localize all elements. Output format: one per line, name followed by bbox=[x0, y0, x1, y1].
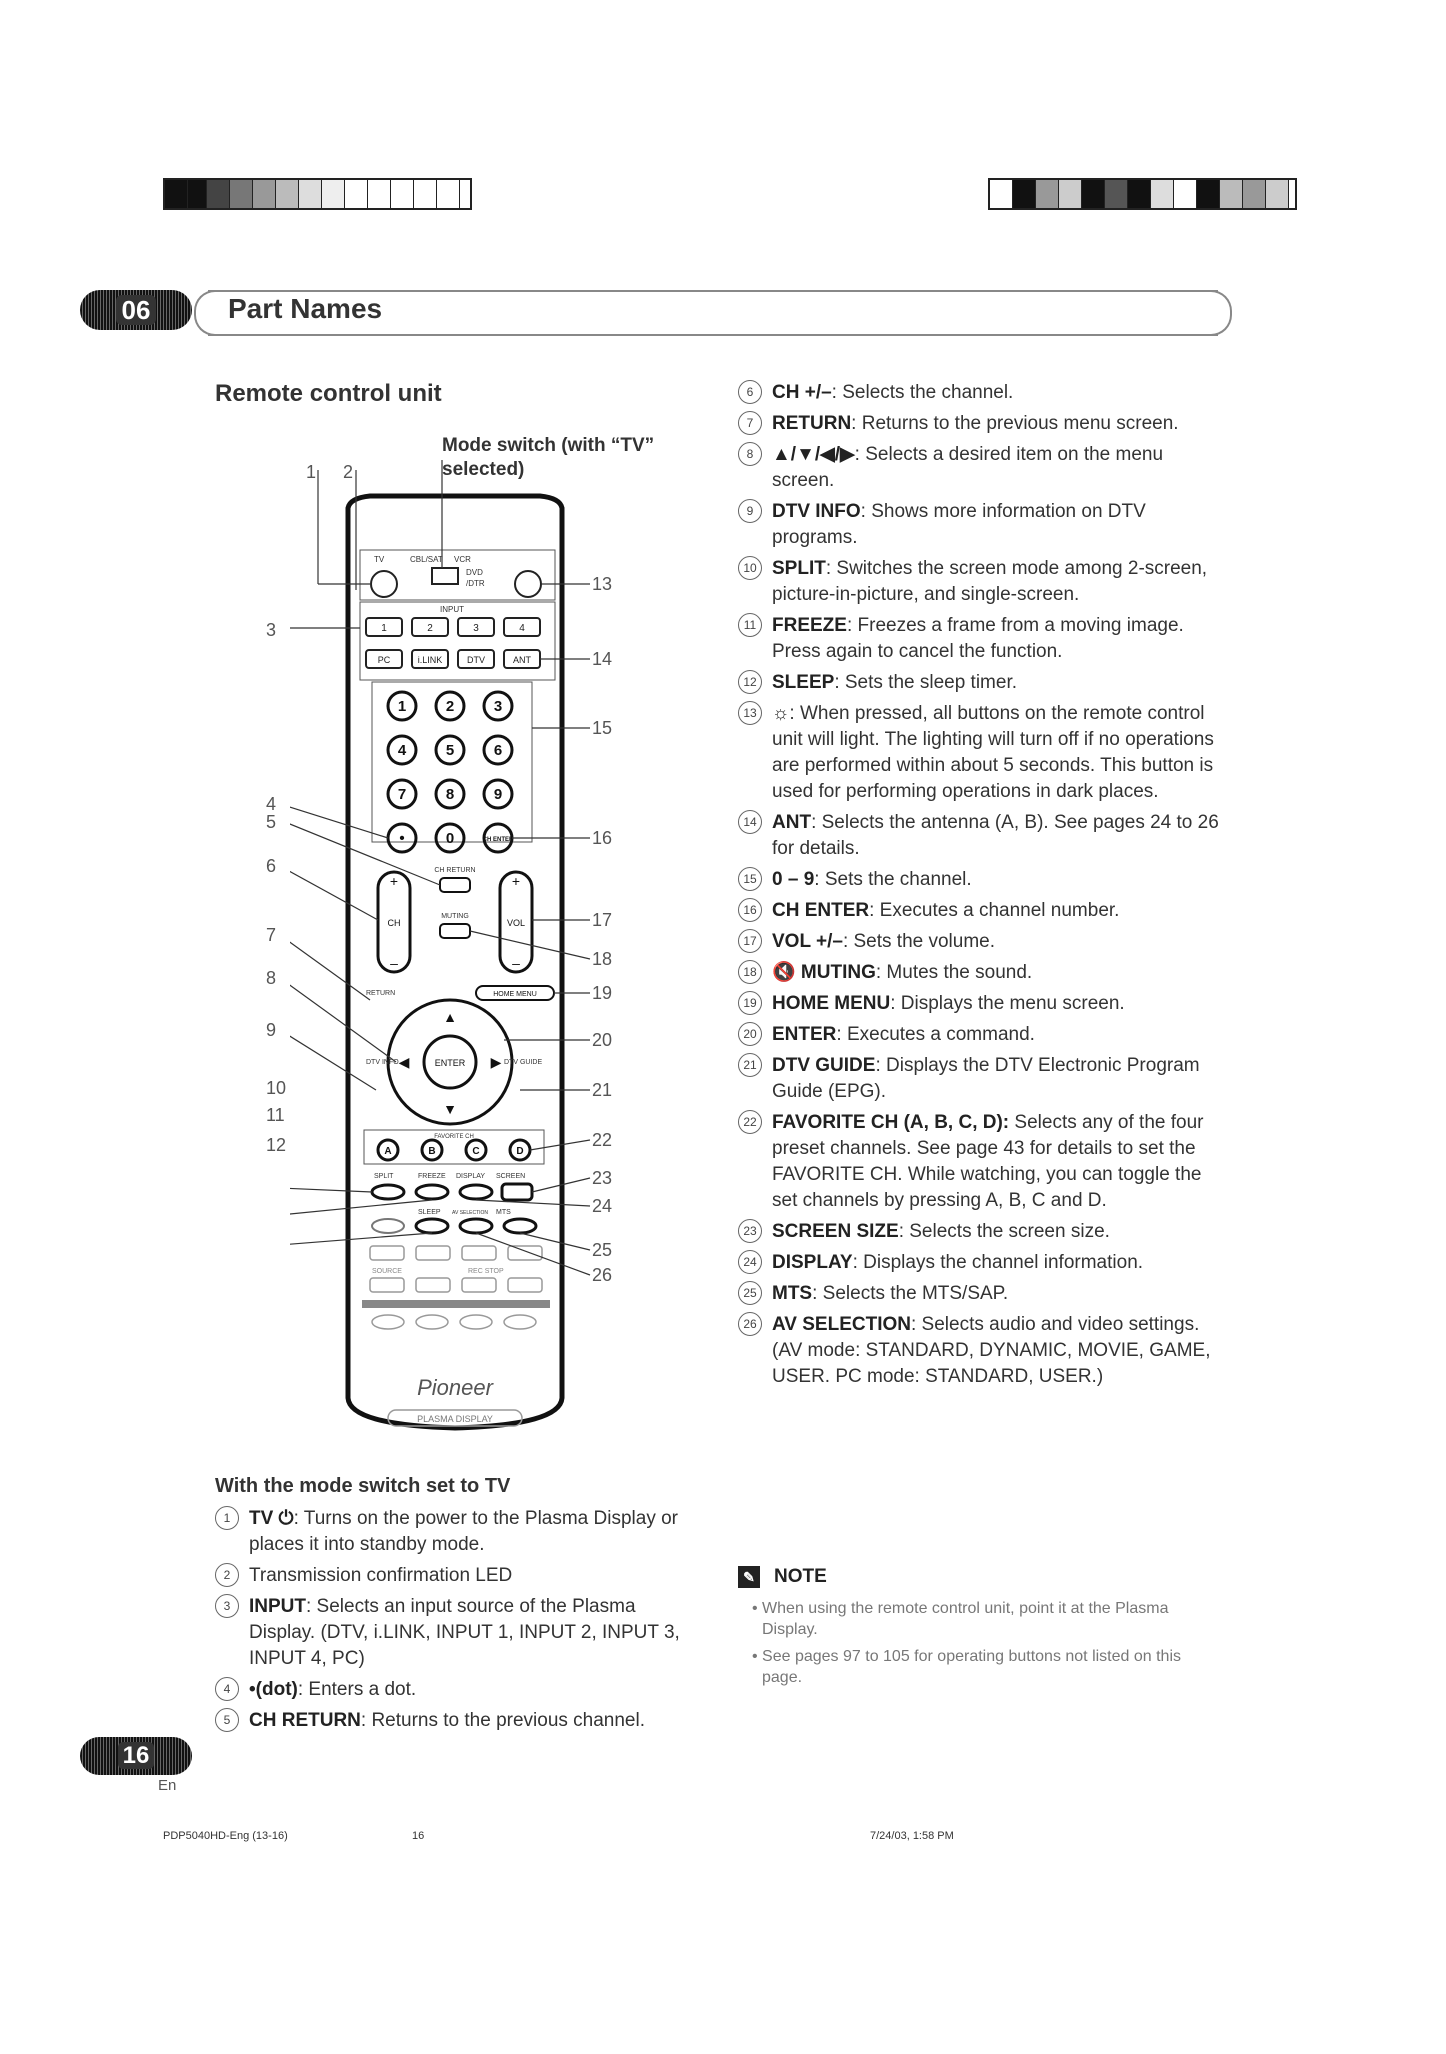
mode-label-dvd: DVD bbox=[466, 568, 483, 577]
page-title: Part Names bbox=[228, 293, 383, 324]
callout-20: 20 bbox=[592, 1030, 613, 1050]
page-number-badge bbox=[80, 1737, 192, 1775]
right-item: 18 🔇 MUTING: Mutes the sound. bbox=[738, 960, 1228, 986]
key-2-label: 2 bbox=[445, 698, 455, 715]
callout-26: 26 bbox=[592, 1265, 613, 1285]
ant-label: ANT bbox=[513, 655, 531, 665]
key-7-label: 7 bbox=[397, 786, 407, 803]
ilink-label: i.LINK bbox=[417, 655, 443, 665]
footer-file: PDP5040HD-Eng (13-16) bbox=[163, 1830, 288, 1842]
key-4-label: 4 bbox=[397, 742, 407, 759]
callout-9: 9 bbox=[266, 1020, 277, 1040]
screen-label: SCREEN bbox=[496, 1173, 526, 1180]
right-item: 14 ANT: Selects the antenna (A, B). See pages 24 to 26 for details. bbox=[738, 810, 1228, 862]
mode-label-cbl: CBL/SAT bbox=[410, 555, 443, 564]
right-item: 13 ☼: When pressed, all buttons on the remote control unit will light. The lighting will turn off if no operations are performed within about 5 seconds. This button is used for performing operations in dark places. bbox=[738, 701, 1228, 805]
ch-return-label: CH RETURN bbox=[434, 867, 476, 874]
svg-text:▶: ▶ bbox=[490, 1054, 502, 1070]
favorite-label: FAVORITE CH bbox=[434, 1134, 474, 1140]
callout-2: 2 bbox=[343, 462, 354, 482]
input-1-label: 1 bbox=[381, 623, 387, 634]
callout-4: 4 bbox=[266, 794, 277, 814]
callout-25: 25 bbox=[592, 1240, 613, 1260]
left-item-list bbox=[215, 1506, 685, 1739]
favorite-a-label: A bbox=[384, 1146, 392, 1157]
favorite-d-label: D bbox=[516, 1146, 524, 1157]
callout-14: 14 bbox=[592, 649, 613, 669]
callout-22: 22 bbox=[592, 1130, 613, 1150]
right-item: 8 ▲/▼/◀/▶: Selects a desired item on the menu screen. bbox=[738, 442, 1228, 494]
callout-5: 5 bbox=[266, 812, 277, 832]
input-2-label: 2 bbox=[427, 623, 433, 634]
source-label: SOURCE bbox=[372, 1268, 402, 1275]
mode-label-tv: TV bbox=[374, 555, 385, 564]
muting-label: MUTING bbox=[441, 913, 469, 920]
left-list-heading: With the mode switch set to TV bbox=[215, 1475, 511, 1497]
callout-24: 24 bbox=[592, 1196, 613, 1216]
right-item: 19 HOME MENU: Displays the menu screen. bbox=[738, 991, 1228, 1017]
av-selection-label: AV SELECTION bbox=[452, 1210, 489, 1216]
pc-label: PC bbox=[377, 655, 391, 665]
dtv-guide-label: DTV GUIDE bbox=[504, 1059, 543, 1066]
svg-text:–: – bbox=[390, 955, 398, 971]
callout-6: 6 bbox=[266, 856, 277, 876]
pencil-icon: ✎ bbox=[738, 1566, 760, 1588]
favorite-b-label: B bbox=[428, 1146, 436, 1157]
ch-label: CH bbox=[387, 918, 401, 928]
right-item: 11 FREEZE: Freezes a frame from a moving image. Press again to cancel the function. bbox=[738, 613, 1228, 665]
rec-stop-label: REC STOP bbox=[468, 1268, 504, 1275]
home-menu-label: HOME MENU bbox=[493, 991, 537, 998]
right-item: 25 MTS: Selects the MTS/SAP. bbox=[738, 1281, 1228, 1307]
right-item: 6 CH +/–: Selects the channel. bbox=[738, 380, 1228, 406]
left-item: 3 INPUT: Selects an input source of the Plasma Display. (DTV, i.LINK, INPUT 1, INPUT 2, INPUT 3, INPUT 4, PC) bbox=[215, 1594, 685, 1672]
note-item: • See pages 97 to 105 for operating buttons not listed on this page. bbox=[752, 1648, 1182, 1686]
footer-page: 16 bbox=[412, 1830, 425, 1842]
mts-label: MTS bbox=[496, 1209, 511, 1216]
right-item: 26 AV SELECTION: Selects audio and video settings. (AV mode: STANDARD, DYNAMIC, MOVIE, GAME, USER. PC mode: STANDARD, USER.) bbox=[738, 1312, 1228, 1390]
right-item: 24 DISPLAY: Displays the channel information. bbox=[738, 1250, 1228, 1276]
display-label: DISPLAY bbox=[456, 1173, 486, 1180]
callout-12: 12 bbox=[266, 1135, 287, 1155]
callout-7: 7 bbox=[266, 925, 277, 945]
key-ch-enter-label: CH ENTER bbox=[482, 837, 514, 843]
sleep-label: SLEEP bbox=[418, 1209, 441, 1216]
section-title: Remote control unit bbox=[215, 380, 442, 407]
return-label: RETURN bbox=[366, 990, 396, 997]
key-0-label: 0 bbox=[445, 830, 455, 847]
left-item: 5 CH RETURN: Returns to the previous channel. bbox=[215, 1708, 685, 1734]
callout-23: 23 bbox=[592, 1168, 613, 1188]
callout-18: 18 bbox=[592, 949, 613, 969]
favorite-c-label: C bbox=[472, 1146, 480, 1157]
key-8-label: 8 bbox=[445, 786, 455, 803]
remote-control-illustration bbox=[290, 440, 620, 1440]
note-list bbox=[752, 1598, 1222, 1694]
svg-text:–: – bbox=[512, 955, 520, 971]
plasma-display-label: PLASMA DISPLAY bbox=[417, 1414, 493, 1424]
svg-text:+: + bbox=[511, 873, 521, 889]
registration-bar-right bbox=[988, 178, 1297, 210]
chapter-badge bbox=[80, 290, 192, 330]
vol-label: VOL bbox=[506, 918, 526, 928]
callout-11: 11 bbox=[266, 1105, 285, 1125]
enter-label: ENTER bbox=[434, 1058, 466, 1068]
callout-10: 10 bbox=[266, 1078, 287, 1098]
mode-label-vcr: VCR bbox=[454, 555, 471, 564]
mode-label-dtr: /DTR bbox=[466, 579, 485, 588]
dtv-info-label: DTV INFO bbox=[366, 1059, 399, 1066]
callout-15: 15 bbox=[592, 718, 613, 738]
callout-3: 3 bbox=[266, 620, 277, 640]
right-item: 9 DTV INFO: Shows more information on DTV programs. bbox=[738, 499, 1228, 551]
left-item: 2 Transmission confirmation LED bbox=[215, 1563, 685, 1589]
key-3-label: 3 bbox=[493, 698, 503, 715]
registration-bar-left bbox=[163, 178, 472, 210]
input-label: INPUT bbox=[440, 605, 464, 614]
left-item: 4 •(dot): Enters a dot. bbox=[215, 1677, 685, 1703]
callout-16: 16 bbox=[592, 828, 613, 848]
freeze-label: FREEZE bbox=[418, 1173, 446, 1180]
mode-switch-label: Mode switch (with “TV” selected) bbox=[442, 435, 655, 480]
brand-logo: Pioneer bbox=[417, 1375, 493, 1400]
svg-text:◀: ◀ bbox=[398, 1054, 410, 1070]
right-item-list bbox=[738, 380, 1228, 1395]
svg-text:+: + bbox=[389, 873, 399, 889]
callout-1: 1 bbox=[306, 462, 317, 482]
callout-21: 21 bbox=[592, 1080, 613, 1100]
split-label: SPLIT bbox=[374, 1173, 394, 1180]
left-item: 1 TV ⏻: Turns on the power to the Plasma Display or places it into standby mode. bbox=[215, 1506, 685, 1558]
right-item: 21 DTV GUIDE: Displays the DTV Electronic Program Guide (EPG). bbox=[738, 1053, 1228, 1105]
language-label: En bbox=[158, 1777, 177, 1794]
callout-17: 17 bbox=[592, 910, 613, 930]
note-heading bbox=[738, 1566, 827, 1588]
right-item: 16 CH ENTER: Executes a channel number. bbox=[738, 898, 1228, 924]
right-item: 15 0 – 9: Sets the channel. bbox=[738, 867, 1228, 893]
note-item: • When using the remote control unit, point it at the Plasma Display. bbox=[752, 1600, 1169, 1638]
key-1-label: 1 bbox=[397, 698, 407, 715]
page-number: 16 bbox=[118, 1742, 155, 1769]
callout-8: 8 bbox=[266, 968, 277, 988]
key-5-label: 5 bbox=[445, 742, 455, 759]
right-item: 17 VOL +/–: Sets the volume. bbox=[738, 929, 1228, 955]
svg-text:▲: ▲ bbox=[443, 1009, 457, 1025]
key-6-label: 6 bbox=[493, 742, 503, 759]
footer-date: 7/24/03, 1:58 PM bbox=[870, 1830, 954, 1842]
input-4-label: 4 bbox=[519, 623, 525, 634]
key-dot-label: • bbox=[399, 830, 405, 847]
right-item: 10 SPLIT: Switches the screen mode among 2-screen, picture-in-picture, and single-screen. bbox=[738, 556, 1228, 608]
right-item: 22 FAVORITE CH (A, B, C, D): Selects any of the four preset channels. See page 43 for details to set the FAVORITE CH. While watching, you can toggle the set channels by pressing A, B, C and D. bbox=[738, 1110, 1228, 1214]
input-3-label: 3 bbox=[473, 623, 479, 634]
right-item: 20 ENTER: Executes a command. bbox=[738, 1022, 1228, 1048]
right-item: 12 SLEEP: Sets the sleep timer. bbox=[738, 670, 1228, 696]
key-9-label: 9 bbox=[493, 786, 503, 803]
callout-19: 19 bbox=[592, 983, 613, 1003]
note-heading-text: NOTE bbox=[774, 1566, 827, 1587]
right-item: 7 RETURN: Returns to the previous menu screen. bbox=[738, 411, 1228, 437]
chapter-number: 06 bbox=[116, 295, 157, 325]
callout-13: 13 bbox=[592, 574, 613, 594]
svg-text:▼: ▼ bbox=[443, 1101, 457, 1117]
right-item: 23 SCREEN SIZE: Selects the screen size. bbox=[738, 1219, 1228, 1245]
dtv-label: DTV bbox=[467, 655, 485, 665]
